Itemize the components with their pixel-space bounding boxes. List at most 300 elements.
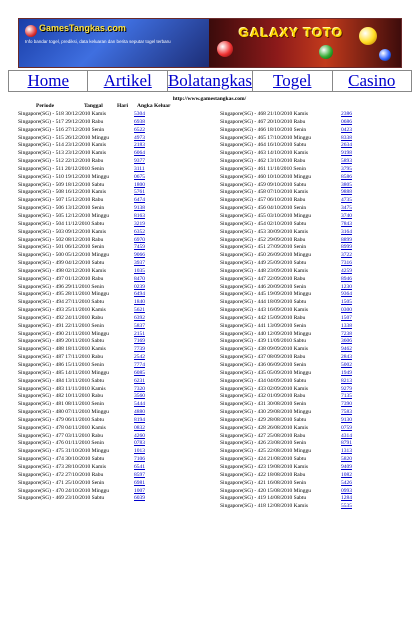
table-row [18,315,188,323]
nav-casino-link[interactable]: Casino [333,70,412,92]
result-number-link[interactable]: 6938 [134,118,145,125]
table-row [220,150,400,158]
table-row [220,323,400,331]
result-number-link[interactable]: 0783 [134,440,145,447]
result-number-link[interactable]: 7316 [341,260,352,267]
result-number-link[interactable]: 6064 [134,150,145,157]
table-row [220,111,400,119]
table-row [220,252,400,260]
result-entry: Singapore(SG) - 509 18/12/2010 Sabtu [18,181,105,188]
result-entry: Singapore(SG) - 476 01/11/2010 Senin [18,440,104,447]
result-entry: Singapore(SG) - 452 29/09/2010 Rabu [220,236,306,243]
result-number-link[interactable]: 6085 [134,369,145,376]
result-entry: Singapore(SG) - 449 25/09/2010 Sabtu [220,260,307,267]
result-number-link[interactable]: 8586 [341,173,352,180]
result-entry: Singapore(SG) - 428 26/08/2010 Kamis [220,424,308,431]
table-row [18,401,188,409]
result-entry: Singapore(SG) - 506 13/12/2010 Senin [18,205,105,212]
result-entry: Singapore(SG) - 435 05/09/2010 Minggu [220,369,312,376]
result-entry: Singapore(SG) - 482 10/11/2010 Rabu [18,393,104,400]
result-number-link[interactable]: 5621 [134,307,145,314]
result-entry: Singapore(SG) - 473 28/10/2010 Kamis [18,463,106,470]
result-number-link[interactable]: 1082 [341,471,352,478]
result-entry: Singapore(SG) - 432 01/09/2010 Rabu [220,393,306,400]
result-entry: Singapore(SG) - 477 03/11/2010 Rabu [18,432,104,439]
table-row [18,150,188,158]
result-entry: Singapore(SG) - 437 08/09/2010 Rabu [220,354,306,361]
table-row [220,409,400,417]
result-entry: Singapore(SG) - 419 14/08/2010 Sabtu [220,495,307,502]
table-row [220,354,400,362]
result-entry: Singapore(SG) - 422 18/08/2010 Rabu [220,471,306,478]
table-row [220,299,400,307]
result-number-link[interactable]: 3475 [341,205,352,212]
result-entry: Singapore(SG) - 501 06/12/2010 Senin [18,244,105,251]
result-entry: Singapore(SG) - 448 23/09/2010 Kamis [220,267,308,274]
result-entry: Singapore(SG) - 480 07/11/2010 Minggu [18,409,109,416]
table-row [220,495,400,503]
table-row [18,229,188,237]
result-entry: Singapore(SG) - 457 06/10/2010 Rabu [220,197,306,204]
result-entry: Singapore(SG) - 462 13/10/2010 Rabu [220,158,306,165]
result-number-link[interactable]: 7135 [341,393,352,400]
table-row [18,276,188,284]
table-row [220,370,400,378]
result-entry: Singapore(SG) - 439 11/09/2010 Sabtu [220,338,306,345]
table-row [220,166,400,174]
result-number-link[interactable]: 7459 [134,244,145,251]
result-entry: Singapore(SG) - 478 04/11/2010 Kamis [18,424,106,431]
result-entry: Singapore(SG) - 481 08/11/2010 Senin [18,401,104,408]
result-entry: Singapore(SG) - 458 07/10/2010 Kamis [220,189,308,196]
result-entry: Singapore(SG) - 425 22/08/2010 Minggu [220,448,312,455]
result-entry: Singapore(SG) - 443 16/09/2010 Kamis [220,307,308,314]
result-number-link[interactable]: 3937 [134,260,145,267]
table-row [220,456,400,464]
result-entry: Singapore(SG) - 465 17/10/2010 Minggu [220,134,312,141]
table-row [18,205,188,213]
ball-icon [25,25,37,37]
ad-title: GALAXY TOTO [239,25,344,40]
table-row [220,307,400,315]
table-row [18,299,188,307]
header-periode: Periode [36,103,55,109]
result-entry: Singapore(SG) - 436 06/09/2010 Senin [220,362,307,368]
table-row [220,378,400,386]
table-row [18,472,188,480]
result-number-link[interactable]: 9409 [341,463,352,470]
table-row [18,346,188,354]
result-entry: Singapore(SG) - 505 12/12/2010 Minggu [18,212,110,219]
header-angka-keluar: Angka Keluar [137,103,171,109]
table-row [220,268,400,276]
result-number-link[interactable]: 9462 [341,346,352,353]
table-row [220,197,400,205]
result-number-link[interactable]: 5304 [134,111,145,117]
nav-bolatangkas-link[interactable]: Bolatangkas [167,71,253,90]
result-entry: Singapore(SG) - 495 28/11/2010 Minggu [18,291,109,298]
result-number-link[interactable]: 8999 [341,244,352,251]
result-entry: Singapore(SG) - 516 27/12/2010 Senin [18,126,105,133]
result-number-link[interactable]: 3740 [341,212,352,219]
result-entry: Singapore(SG) - 466 18/10/2010 Senin [220,126,307,133]
result-number-link[interactable]: 7843 [341,220,352,227]
table-row [220,276,400,284]
result-entry: Singapore(SG) - 450 26/09/2010 Minggu [220,252,312,259]
result-entry: Singapore(SG) - 418 12/08/2010 Kamis [220,503,308,510]
result-number-link[interactable]: 5837 [134,322,145,329]
result-number-link[interactable]: 9198 [341,150,352,157]
header-banner[interactable] [18,18,402,68]
result-entry: Singapore(SG) - 518 30/12/2010 Kamis [18,111,106,117]
site-logo-area[interactable] [19,19,209,68]
result-number-link[interactable]: 1338 [341,322,352,329]
result-number-link[interactable]: 8213 [341,377,352,384]
result-entry: Singapore(SG) - 500 05/12/2010 Minggu [18,252,110,259]
result-number-link[interactable]: 7169 [134,338,145,345]
result-number-link[interactable]: 0300 [341,307,352,314]
table-row [18,111,188,119]
result-number-link[interactable]: 5535 [341,503,352,510]
result-number-link[interactable]: 5002 [341,362,352,368]
result-number-link[interactable]: 7739 [134,346,145,353]
result-entry: Singapore(SG) - 433 02/09/2010 Kamis [220,385,308,392]
site-tagline: Info bandar togel, prediksi, data keluaran dan berita seputar togel terbaru [25,39,171,44]
result-number-link[interactable]: 3606 [341,338,352,345]
main-nav [8,70,412,92]
result-entry: Singapore(SG) - 469 23/10/2010 Sabtu [18,495,105,502]
result-number-link[interactable]: 3795 [341,165,352,172]
nav-artikel-link[interactable]: Artikel [88,70,167,92]
result-entry: Singapore(SG) - 464 16/10/2010 Sabtu [220,142,307,149]
result-number-link[interactable]: 7583 [341,409,352,416]
result-number-link[interactable]: 2151 [134,330,145,337]
result-number-link[interactable]: 3722 [341,252,352,259]
result-entry: Singapore(SG) - 513 23/12/2010 Kamis [18,150,106,157]
result-number-link[interactable]: 1840 [134,299,145,306]
result-number-link[interactable]: 0686 [341,118,352,125]
table-row [220,425,400,433]
result-number-link[interactable]: 1505 [341,299,352,306]
result-entry: Singapore(SG) - 479 06/11/2010 Sabtu [18,416,104,423]
result-entry: Singapore(SG) - 451 27/09/2010 Senin [220,244,307,251]
result-number-link[interactable]: 3219 [134,220,145,227]
result-entry: Singapore(SG) - 423 19/08/2010 Kamis [220,463,308,470]
lottery-ball-icon [319,45,333,59]
result-entry: Singapore(SG) - 459 09/10/2010 Sabtu [220,181,307,188]
result-entry: Singapore(SG) - 491 22/11/2010 Senin [18,322,104,329]
result-number-link[interactable]: 4260 [134,432,145,439]
table-row [220,464,400,472]
result-number-link[interactable]: 4314 [341,432,352,439]
result-entry: Singapore(SG) - 485 14/11/2010 Minggu [18,369,109,376]
result-entry: Singapore(SG) - 463 14/10/2010 Kamis [220,150,308,157]
result-entry: Singapore(SG) - 487 17/11/2010 Rabu [18,354,104,361]
table-row [220,244,400,252]
result-number-link[interactable]: 1800 [134,181,145,188]
result-entry: Singapore(SG) - 512 22/12/2010 Rabu [18,158,104,165]
table-row [220,362,400,370]
result-number-link[interactable]: 4880 [134,409,145,416]
result-entry: Singapore(SG) - 504 11/12/2010 Sabtu [18,220,104,227]
result-entry: Singapore(SG) - 471 25/10/2010 Senin [18,479,105,486]
table-row [18,378,188,386]
result-number-link[interactable]: 8163 [134,212,145,219]
result-entry: Singapore(SG) - 517 29/12/2010 Rabu [18,118,104,125]
result-entry: Singapore(SG) - 444 18/09/2010 Sabtu [220,299,307,306]
result-entry: Singapore(SG) - 490 21/11/2010 Minggu [18,330,109,337]
result-entry: Singapore(SG) - 434 04/09/2010 Sabtu [220,377,307,384]
result-number-link[interactable]: 6039 [134,495,145,502]
result-entry: Singapore(SG) - 493 25/11/2010 Kamis [18,307,106,314]
result-number-link[interactable]: 0423 [341,126,352,133]
result-entry: Singapore(SG) - 453 30/09/2010 Kamis [220,228,308,235]
result-number-link[interactable]: 5444 [134,401,145,408]
result-number-link[interactable]: 9130 [341,416,352,423]
result-number-link[interactable]: 1035 [134,267,145,274]
result-entry: Singapore(SG) - 442 15/09/2010 Rabu [220,314,306,321]
result-entry: Singapore(SG) - 510 19/12/2010 Minggu [18,173,110,180]
result-entry: Singapore(SG) - 445 19/09/2010 Minggu [220,291,312,298]
header-hari: Hari [117,103,128,109]
result-entry: Singapore(SG) - 429 28/08/2010 Sabtu [220,416,307,423]
result-entry: Singapore(SG) - 431 30/08/2010 Senin [220,401,307,408]
result-number-link[interactable]: 4735 [341,197,352,204]
result-entry: Singapore(SG) - 492 24/11/2010 Rabu [18,314,104,321]
result-number-link[interactable]: 4973 [134,134,145,141]
nav-togel-link[interactable]: Togel [253,70,332,92]
result-number-link[interactable]: 1013 [134,448,145,455]
result-entry: Singapore(SG) - 438 09/09/2010 Kamis [220,346,308,353]
result-entry: Singapore(SG) - 440 12/09/2010 Minggu [220,330,312,337]
result-number-link[interactable]: 9138 [134,205,145,212]
result-number-link[interactable]: 8597 [134,471,145,478]
result-number-link[interactable]: 8194 [134,416,145,423]
result-entry: Singapore(SG) - 484 13/11/2010 Sabtu [18,377,104,384]
result-number-link[interactable]: 6981 [134,479,145,486]
result-number-link[interactable]: 2843 [341,354,352,361]
result-number-link[interactable]: 9364 [341,291,352,298]
result-number-link[interactable]: 9888 [341,189,352,196]
table-row [18,456,188,464]
table-row [18,260,188,268]
result-number-link[interactable]: 9377 [134,158,145,165]
result-number-link[interactable]: 2183 [134,142,145,149]
table-row [18,166,188,174]
result-number-link[interactable]: 6970 [134,236,145,243]
results-column-left [18,103,188,503]
table-header [18,103,188,111]
table-row [18,448,188,456]
table-row [220,174,400,182]
result-entry: Singapore(SG) - 515 26/12/2010 Minggu [18,134,110,141]
result-entry: Singapore(SG) - 421 16/08/2010 Senin [220,479,307,486]
lottery-ball-icon [379,49,391,61]
result-number-link[interactable]: 7774 [134,362,145,368]
result-number-link[interactable]: 5820 [341,456,352,463]
result-number-link[interactable]: 6231 [134,377,145,384]
table-row [18,354,188,362]
results-column-right [220,103,400,511]
table-row [220,480,400,488]
result-entry: Singapore(SG) - 488 18/11/2010 Kamis [18,346,106,353]
result-number-link[interactable]: 1230 [341,283,352,290]
table-row [18,213,188,221]
result-number-link[interactable]: 1313 [341,448,352,455]
table-row [18,127,188,135]
lottery-ball-icon [217,41,233,57]
result-number-link[interactable]: 3805 [341,181,352,188]
table-row [220,221,400,229]
table-row [220,417,400,425]
result-entry: Singapore(SG) - 461 11/10/2010 Senin [220,165,306,172]
table-row [18,158,188,166]
result-number-link[interactable]: 6392 [134,314,145,321]
result-entry: Singapore(SG) - 420 15/08/2010 Minggu [220,487,312,494]
result-number-link[interactable]: 9066 [134,252,145,259]
result-number-link[interactable]: 6474 [134,197,145,204]
result-number-link[interactable]: 1507 [341,314,352,321]
result-entry: Singapore(SG) - 446 20/09/2010 Senin [220,283,307,290]
table-row [18,174,188,182]
result-number-link[interactable]: 8946 [341,275,352,282]
table-row [220,448,400,456]
nav-home-link[interactable]: Home [8,70,88,92]
table-row [220,346,400,354]
table-row [18,370,188,378]
result-entry: Singapore(SG) - 502 08/12/2010 Rabu [18,236,104,243]
table-row [18,197,188,205]
table-row [18,495,188,503]
result-entry: Singapore(SG) - 498 02/12/2010 Kamis [18,267,106,274]
result-number-link[interactable]: 4259 [341,267,352,274]
table-row [18,464,188,472]
table-row [220,127,400,135]
table-row [18,268,188,276]
result-number-link[interactable]: 2634 [341,142,352,149]
table-row [18,323,188,331]
result-number-link[interactable]: 0993 [341,487,352,494]
result-number-link[interactable]: 3164 [341,228,352,235]
lottery-ball-icon [359,27,377,45]
result-entry: Singapore(SG) - 456 04/10/2010 Senin [220,205,307,212]
site-logo-text: GamesTangkas.com [39,23,126,33]
table-row [18,252,188,260]
result-entry: Singapore(SG) - 508 16/12/2010 Kamis [18,189,106,196]
table-row [220,503,400,511]
result-number-link[interactable]: 1007 [134,487,145,494]
result-entry: Singapore(SG) - 441 13/09/2010 Senin [220,322,307,329]
result-number-link[interactable]: 5893 [341,158,352,165]
result-number-link[interactable]: 5761 [134,189,145,196]
result-entry: Singapore(SG) - 497 01/12/2010 Rabu [18,275,104,282]
result-entry: Singapore(SG) - 483 11/11/2010 Kamis [18,385,106,392]
table-row [18,417,188,425]
result-number-link[interactable]: 6494 [134,291,145,298]
table-row [18,362,188,370]
result-number-link[interactable]: 8470 [134,275,145,282]
result-entry: Singapore(SG) - 474 30/10/2010 Sabtu [18,456,105,463]
result-entry: Singapore(SG) - 494 27/11/2010 Sabtu [18,299,104,306]
table-row [220,158,400,166]
galaxy-toto-ad[interactable] [209,19,402,68]
result-entry: Singapore(SG) - 514 23/12/2010 Kamis [18,142,106,149]
table-row [220,229,400,237]
result-entry: Singapore(SG) - 470 24/10/2010 Minggu [18,487,110,494]
result-entry: Singapore(SG) - 455 03/10/2010 Minggu [220,212,312,219]
result-entry: Singapore(SG) - 472 27/10/2010 Rabu [18,471,104,478]
result-number-link[interactable]: 7106 [134,456,145,463]
result-number-link[interactable]: 6541 [134,463,145,470]
table-header-spacer [220,103,400,111]
result-entry: Singapore(SG) - 447 22/09/2010 Rabu [220,275,306,282]
result-number-link[interactable]: 6352 [134,228,145,235]
result-number-link[interactable]: 7238 [341,330,352,337]
result-number-link[interactable]: 6522 [134,126,145,133]
result-number-link[interactable]: 7390 [341,401,352,408]
result-entry: Singapore(SG) - 467 20/10/2010 Rabu [220,118,306,125]
result-entry: Singapore(SG) - 427 25/08/2010 Rabu [220,432,306,439]
result-entry: Singapore(SG) - 499 04/12/2010 Sabtu [18,260,105,267]
table-row [220,315,400,323]
table-row [220,213,400,221]
result-entry: Singapore(SG) - 460 10/10/2010 Minggu [220,173,312,180]
table-row [18,480,188,488]
site-url: http://www.gamestangkas.com/ [172,96,247,102]
result-entry: Singapore(SG) - 424 21/08/2010 Sabtu [220,456,307,463]
result-entry: Singapore(SG) - 430 29/08/2010 Minggu [220,409,312,416]
result-number-link[interactable]: 0675 [134,173,145,180]
result-number-link[interactable]: 0759 [341,424,352,431]
result-entry: Singapore(SG) - 511 20/12/2010 Senin [18,165,104,172]
result-entry: Singapore(SG) - 468 21/10/2010 Kamis [220,111,308,117]
result-number-link[interactable]: 7320 [134,385,145,392]
table-row [220,119,400,127]
table-row [220,205,400,213]
table-row [220,260,400,268]
result-entry: Singapore(SG) - 496 29/11/2010 Senin [18,283,104,290]
table-row [220,401,400,409]
result-number-link[interactable]: 2386 [341,111,352,117]
table-row [18,244,188,252]
result-entry: Singapore(SG) - 475 31/10/2010 Minggu [18,448,110,455]
result-number-link[interactable]: 3111 [134,165,145,172]
result-number-link[interactable]: 2542 [134,354,145,361]
result-entry: Singapore(SG) - 454 02/10/2010 Sabtu [220,220,307,227]
result-entry: Singapore(SG) - 486 15/11/2010 Senin [18,362,104,368]
result-entry: Singapore(SG) - 503 09/12/2010 Kamis [18,228,106,235]
table-row [18,425,188,433]
result-number-link[interactable]: 3560 [134,393,145,400]
result-number-link[interactable]: 8791 [341,440,352,447]
result-number-link[interactable]: 1949 [341,369,352,376]
result-number-link[interactable]: 1284 [341,495,352,502]
table-row [18,409,188,417]
result-number-link[interactable]: 5426 [341,479,352,486]
result-entry: Singapore(SG) - 426 23/08/2010 Senin [220,440,307,447]
header-tanggal: Tanggal [84,103,103,109]
result-number-link[interactable]: 0832 [134,424,145,431]
result-number-link[interactable]: 0239 [134,283,145,290]
result-number-link[interactable]: 9279 [341,385,352,392]
table-row [220,472,400,480]
table-row [18,221,188,229]
result-number-link[interactable]: 8899 [341,236,352,243]
table-row [18,119,188,127]
result-entry: Singapore(SG) - 507 15/12/2010 Rabu [18,197,104,204]
result-number-link[interactable]: 8338 [341,134,352,141]
table-row [18,307,188,315]
